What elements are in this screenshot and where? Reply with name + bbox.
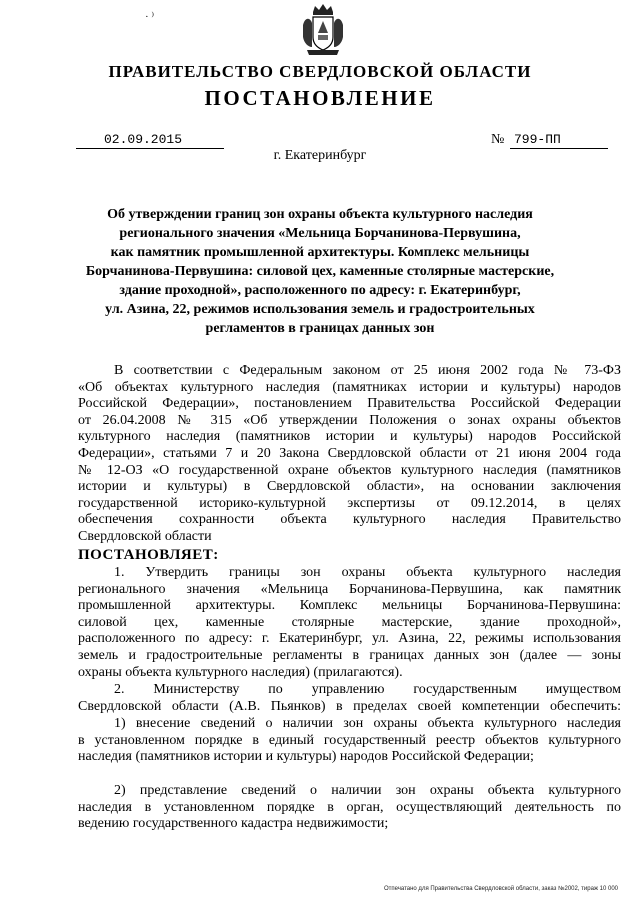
document-date: 02.09.2015 [76,131,224,149]
number-label: № [491,132,505,147]
preamble-line: Свердловской области [78,528,212,544]
item-2-1-paragraph [78,716,621,766]
preamble-paragraph [78,363,621,546]
coat-of-arms-icon [301,3,345,57]
government-name: ПРАВИТЕЛЬСТВО СВЕРДЛОВСКОЙ ОБЛАСТИ [108,62,532,81]
preamble-line: Федерации», статьями 7 и 20 Закона Свердловской области от 21 июня 2004 года [78,445,621,461]
preamble-line: государственной историко-культурной экспертизы от 09.12.2014, в целях [78,495,621,511]
preamble-line: № 12-ОЗ «О государственной охране объектов культурного наследия (памятников [78,462,621,478]
item-1-line: промышленной архитектуры. Комплекс мельницы Борчанинова-Первушина: [78,598,621,614]
heading-line: регламентов в границах данных зон [205,321,435,336]
item-1-line: расположенного по адресу: г. Екатеринбург, ул. Азина, 22, режимы использования [78,631,621,647]
print-footer: Отпечатано для Правительства Свердловской области, заказ №2002, тираж 10 000 [383,886,618,892]
preamble-line: от 26.04.2008 № 315 «Об утверждении Положения о зонах охраны объектов [78,412,621,428]
item-2-1-line: наследия (памятников истории и культуры) народов Российской Федерации; [78,749,534,765]
item-2-2-line: ведению государственного кадастра недвижимости; [78,816,389,832]
preamble-line: «Об объектах культурного наследия (памятниках истории и культуры) народов [78,379,621,395]
item-2-line: Свердловской области (А.В. Пьянков) в пределах своей компетенции обеспечить: [78,698,621,714]
heading-line: регионального значения «Мельница Борчанинова-Первушина, [119,226,521,241]
item-1-line: силовой цех, каменные столярные мастерские, здание проходной», [78,614,621,630]
item-1-paragraph [78,565,621,681]
item-1-line: 1. Утвердить границы зон охраны объекта культурного наследия [114,565,621,580]
item-2-2-line: 2) представление сведений о наличии зон охраны объекта культурного [114,783,621,798]
heading-line: здание проходной», расположенного по адресу: г. Екатеринбург, [119,283,521,298]
heading-line: как памятник промышленной архитектуры. Комплекс мельницы [110,245,530,260]
preamble-line: культурного наследия (памятников истории и культуры) народов Российской [78,429,621,445]
document-type: ПОСТАНОВЛЕНИЕ [204,86,436,110]
item-1-line: охраны объекта культурного наследия) (прилагаются). [78,664,403,680]
preamble-line: истории и культуры) в Свердловской области», на основании заключения [78,479,621,495]
resolves-heading: ПОСТАНОВЛЯЕТ: [78,547,219,563]
document-heading [60,205,580,338]
item-2-2-line: наследия в установленном порядке в орган, осуществляющий деятельность по [78,799,621,815]
heading-line: ул. Азина, 22, режимов использования земель и градостроительных [105,302,535,317]
margin-marks: · ⁾ [145,11,155,23]
preamble-line: В соответствии с Федеральным законом от 25 июня 2002 года № 73-ФЗ [114,363,621,378]
item-2-2-paragraph [78,783,621,833]
item-2-paragraph [78,682,621,715]
preamble-line: Российской Федерации», постановлением Правительства Российской Федерации [78,396,621,412]
resolves-heading-block [78,546,621,564]
item-2-1-line: в установленном порядке в единый государственный реестр объектов культурного [78,732,621,748]
item-2-line: 2. Министерству по управлению государственным имуществом [114,682,621,697]
item-1-line: земель и градостроительные регламенты в границах данных зон (далее — зоны [78,647,621,663]
item-2-1-line: 1) внесение сведений о наличии зон охраны объекта культурного наследия [114,716,621,731]
heading-line: Борчанинова-Первушина: силовой цех, каменные столярные мастерские, [85,264,555,279]
city: г. Екатеринбург [273,148,367,163]
item-1-line: регионального значения «Мельница Борчанинова-Первушина, как памятник [78,581,621,597]
preamble-line: обеспечения сохранности объекта культурного наследия Правительство [78,512,621,528]
heading-line: Об утверждении границ зон охраны объекта культурного наследия [107,207,533,222]
document-number: 799-ПП [510,131,608,149]
